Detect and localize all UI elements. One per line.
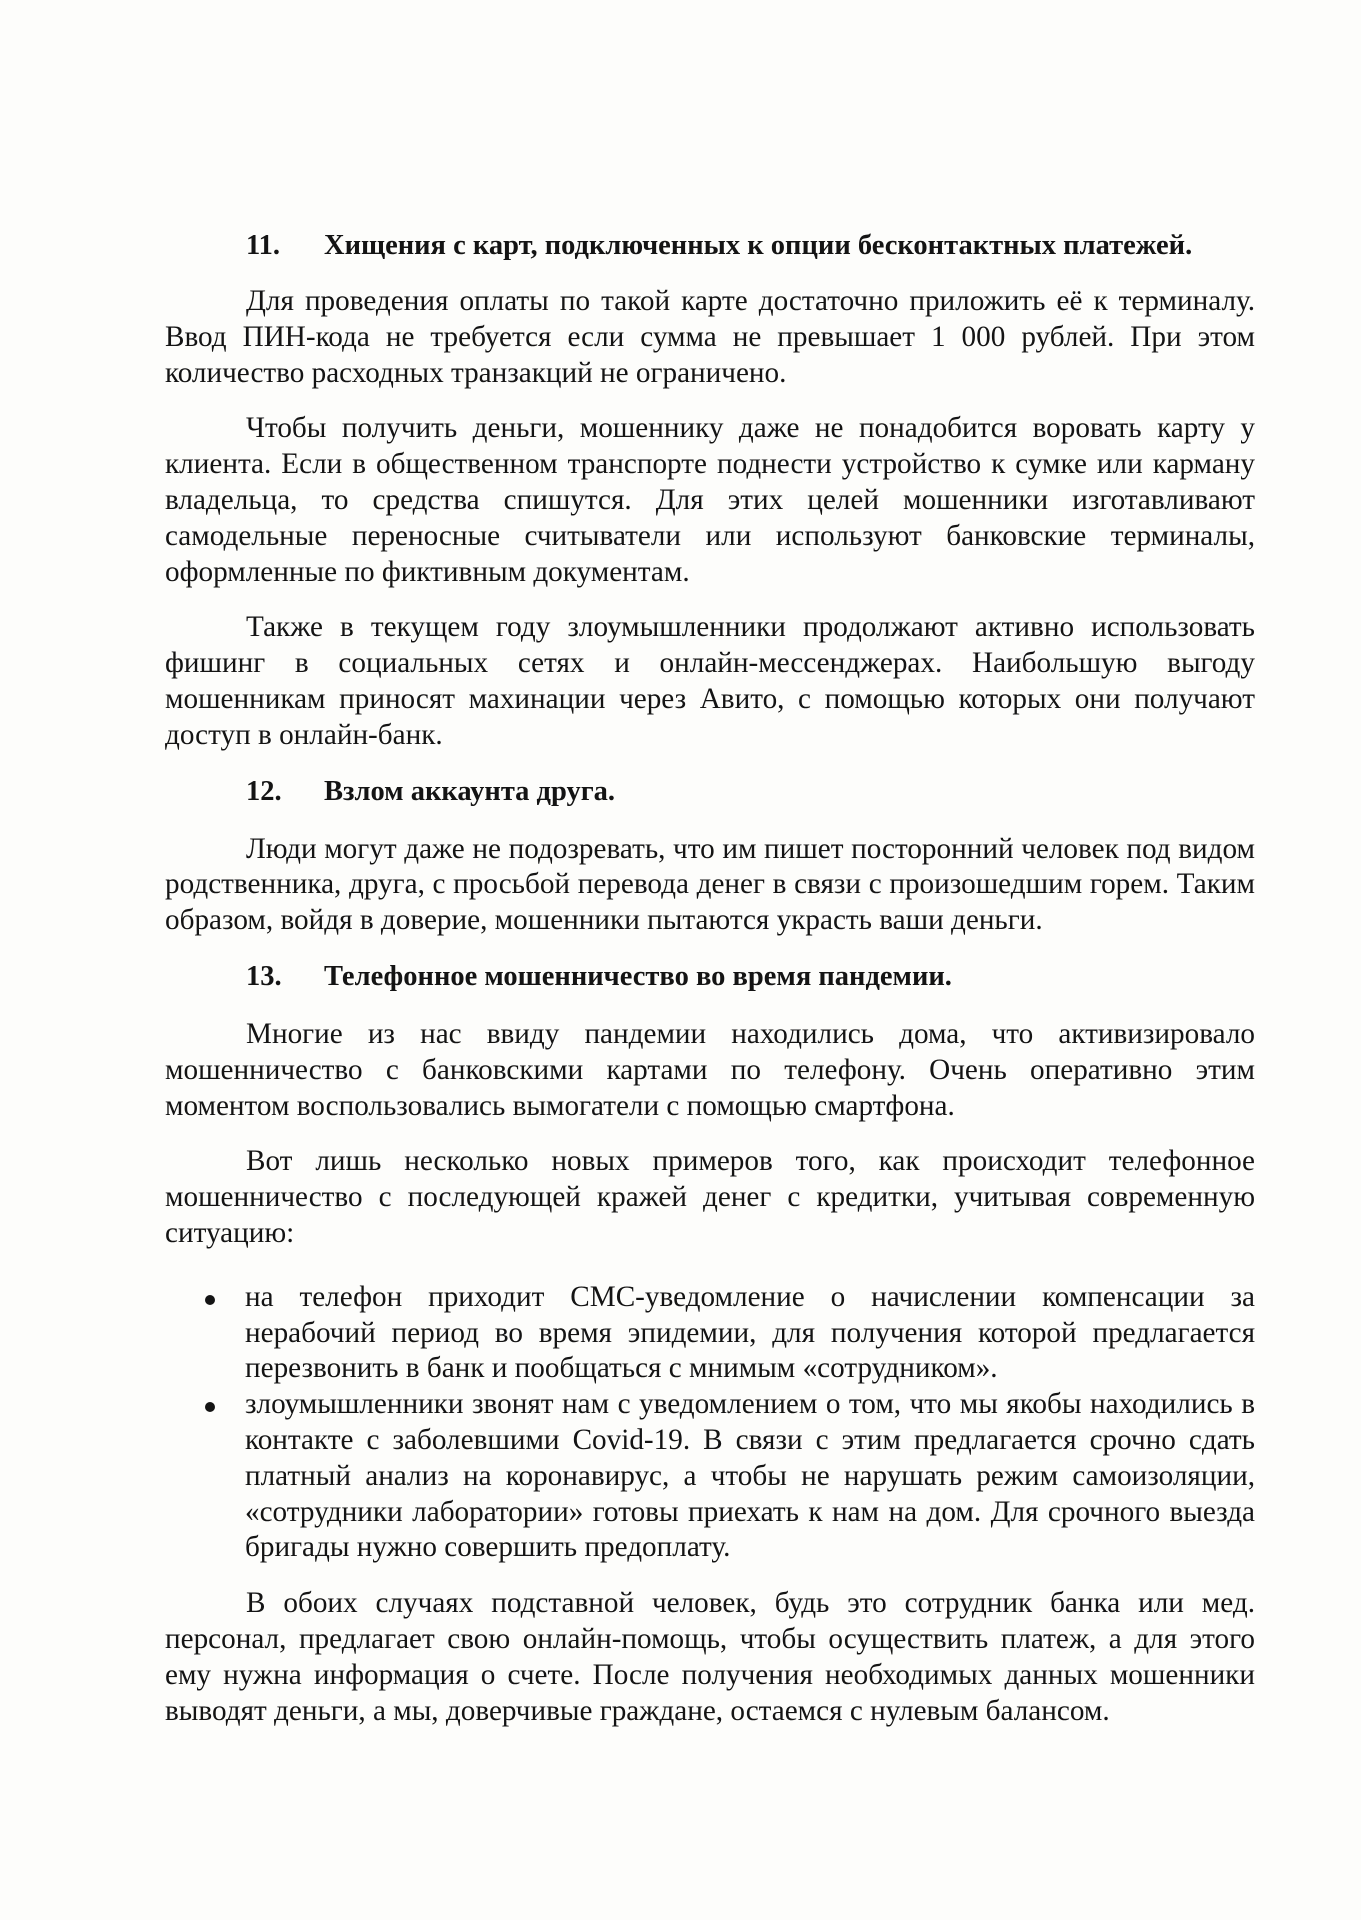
section-12-number: 12. — [246, 775, 282, 807]
section-12-title: Взлом аккаунта друга. — [324, 775, 616, 807]
paragraph: Для проведения оплаты по такой карте достаточно приложить её к терминалу. Ввод ПИН-кода не требуется если сумма не превышает 1 000 рублей. При этом количество расходных транзакций не ограничено. — [165, 285, 1255, 389]
section-13-number: 13. — [246, 960, 282, 992]
paragraph: Многие из нас ввиду пандемии находились дома, что активизировало мошенничество с банковскими картами по телефону. Очень оперативно этим моментом воспользовались вымогатели с помощью смартфона. — [165, 1017, 1255, 1122]
section-11-number: 11. — [246, 230, 281, 261]
bullet-text: на телефон приходит СМС-уведомление о начислении компенсации за нерабочий период во время эпидемии, для получения которой предлагается перезвонить в банк и пообщаться с мнимым «сотрудником». — [245, 1280, 1255, 1385]
paragraph: Вот лишь несколько новых примеров того, как происходит телефонное мошенничество с последующей кражей денег с кредитки, учитывая современную ситуацию: — [165, 1145, 1255, 1249]
section-11-title: Хищения с карт, подключенных к опции бесконтактных платежей. — [324, 230, 1193, 261]
bullet-text: злоумышленники звонят нам с уведомлением о том, что мы якобы находились в контакте с заболевшими Covid-19. В связи с этим предлагается срочно сдать платный анализ на коронавирус, а чтобы не нарушать режим самоизоляции, «сотрудники лаборатории» готовы приехать к нам на дом. Для срочного выезда бригады нужно совершить предоплату. — [245, 1388, 1255, 1564]
section-12-heading — [165, 774, 1255, 810]
paragraph: Люди могут даже не подозревать, что им пишет посторонний человек под видом родственника, друга, с просьбой перевода денег в связи с произошедшим горем. Таким образом, войдя в доверие, мошенники пытаются украсть ваши деньги. — [165, 832, 1255, 937]
bullet-list — [165, 1280, 1255, 1566]
closing-paragraph: В обоих случаях подставной человек, будь это сотрудник банка или мед. персонал, предлагает свою онлайн-помощь, чтобы осуществить платеж, а для этого ему нужна информация о счете. После получения необходимых данных мошенники выводят деньги, а мы, доверчивые граждане, остаемся с нулевым балансом. — [165, 1587, 1255, 1727]
bullet-dot-icon — [205, 1402, 215, 1412]
bullet-dot-icon — [205, 1295, 215, 1305]
section-13-heading — [165, 959, 1255, 995]
paragraph: Чтобы получить деньги, мошеннику даже не понадобится воровать карту у клиента. Если в общественном транспорте поднести устройство к сумке или карману владельца, то средства спишутся. Для этих целей мошенники изготавливают самодельные переносные считыватели или используют банковские терминалы, оформленные по фиктивным документам. — [165, 412, 1255, 588]
section-11-heading — [165, 228, 1255, 264]
bullet-item — [165, 1280, 1255, 1387]
paragraph: Также в текущем году злоумышленники продолжают активно использовать фишинг в социальных сетях и онлайн-мессенджерах. Наибольшую выгоду мошенникам приносят махинации через Авито, с помощью которых они получают доступ в онлайн-банк. — [165, 611, 1255, 751]
bullet-item — [165, 1387, 1255, 1566]
section-13-title: Телефонное мошенничество во время пандемии. — [324, 960, 952, 992]
